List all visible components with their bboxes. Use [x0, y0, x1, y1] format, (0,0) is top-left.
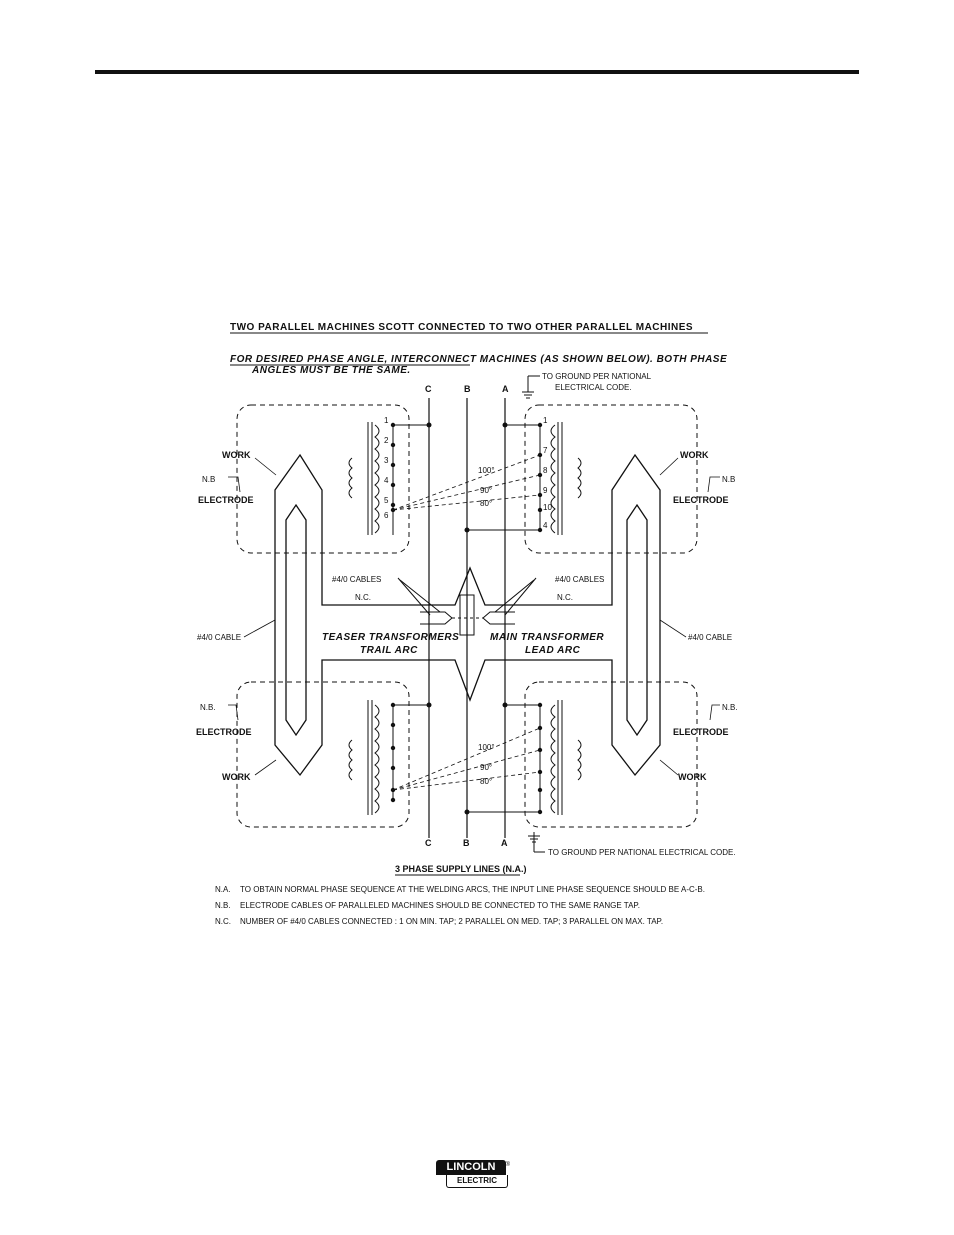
tap-dots-bottom-right	[465, 703, 543, 815]
nb-label-bottom-left: N.B.	[200, 703, 216, 712]
ground-symbol-top	[522, 376, 540, 398]
electrode-label-top-left: ELECTRODE	[198, 495, 254, 505]
work-label-top-left: WORK	[222, 450, 251, 460]
electrode-label-top-right: ELECTRODE	[673, 495, 729, 505]
phase-label-c-top: C	[425, 384, 432, 394]
instruction-line-1: FOR DESIRED PHASE ANGLE, INTERCONNECT MACHINES (AS SHOWN BELOW). BOTH PHASE	[230, 354, 728, 365]
work-label-bottom-left: WORK	[222, 772, 251, 782]
nb-label-bottom-right: N.B.	[722, 703, 738, 712]
note-na-label: N.A.	[215, 885, 231, 894]
tap-number: 3	[384, 456, 389, 465]
tap-number: 5	[384, 496, 389, 505]
note-nb-text: ELECTRODE CABLES OF PARALLELED MACHINES SHOULD BE CONNECTED TO THE SAME RANGE TAP.	[240, 901, 640, 910]
tap-number: 6	[384, 511, 389, 520]
teaser-label-2: TRAIL ARC	[360, 645, 418, 656]
ground-note-bottom: TO GROUND PER NATIONAL ELECTRICAL CODE.	[548, 848, 736, 857]
tap-number: 1	[384, 416, 389, 425]
angle-100-bottom: 100°	[478, 743, 495, 752]
angle-100-top: 100°	[478, 466, 495, 475]
note-nb-label: N.B.	[215, 901, 231, 910]
tap-number: 2	[384, 436, 389, 445]
electrode-label-bottom-right: ELECTRODE	[673, 727, 729, 737]
tap-dots-bottom-left	[391, 703, 432, 803]
tap-dots-top-left	[391, 423, 432, 513]
note-nc-text: NUMBER OF #4/0 CABLES CONNECTED : 1 ON MIN. TAP; 2 PARALLEL ON MED. TAP; 3 PARALLEL ON MAX. TAP.	[240, 917, 664, 926]
main-label-2: LEAD ARC	[525, 645, 581, 656]
logo-bottom: ELECTRIC	[446, 1175, 508, 1188]
ground-symbol-bottom	[528, 832, 545, 852]
instruction-line-2: ANGLES MUST BE THE SAME.	[252, 365, 411, 376]
electrode-label-bottom-left: ELECTRODE	[196, 727, 252, 737]
nc-label-right: N.C.	[557, 593, 573, 602]
transformer-coil-bottom-left	[349, 700, 429, 815]
cable-label-left: #4/0 CABLE	[197, 633, 242, 642]
phase-label-a-top: A	[502, 384, 509, 394]
nb-label-top-left: N.B	[202, 475, 216, 484]
nc-label-left: N.C.	[355, 593, 371, 602]
ground-note-top-2: ELECTRICAL CODE.	[555, 383, 632, 392]
phase-label-a-bottom: A	[501, 838, 508, 848]
angle-80-bottom: 80°	[480, 777, 493, 786]
note-na-text: TO OBTAIN NORMAL PHASE SEQUENCE AT THE WELDING ARCS, THE INPUT LINE PHASE SEQUENCE SHOULD BE A-C-B.	[240, 885, 705, 894]
tap-number: 10	[543, 503, 552, 512]
supply-lines-label: 3 PHASE SUPPLY LINES (N.A.)	[395, 864, 527, 874]
logo-top: LINCOLN	[436, 1160, 506, 1175]
tap-number: 4	[543, 521, 548, 530]
tap-number: 8	[543, 466, 548, 475]
angle-90-bottom: 90°	[480, 763, 493, 772]
cables-label-left: #4/0 CABLES	[332, 575, 382, 584]
work-label-top-right: WORK	[680, 450, 709, 460]
tap-number: 1	[543, 416, 548, 425]
transformer-coil-top-left	[349, 422, 429, 535]
angle-80-top: 80°	[480, 499, 493, 508]
main-label-1: MAIN TRANSFORMER	[490, 632, 605, 643]
tap-number: 9	[543, 486, 548, 495]
lincoln-electric-logo	[436, 1160, 510, 1188]
teaser-label-1: TEASER TRANSFORMERS	[322, 632, 460, 643]
nb-label-top-right: N.B	[722, 475, 736, 484]
note-nc-label: N.C.	[215, 917, 231, 926]
phase-label-b-bottom: B	[463, 838, 470, 848]
ground-note-top-1: TO GROUND PER NATIONAL	[542, 372, 652, 381]
phase-label-b-top: B	[464, 384, 471, 394]
logo-registered-mark: ®	[505, 1162, 510, 1168]
cables-label-right: #4/0 CABLES	[555, 575, 605, 584]
angle-90-top: 90°	[480, 486, 493, 495]
tap-number: 7	[543, 446, 548, 455]
work-label-bottom-right: WORK	[678, 772, 707, 782]
transformer-coil-bottom-right	[467, 700, 581, 815]
diagram-title: TWO PARALLEL MACHINES SCOTT CONNECTED TO TWO OTHER PARALLEL MACHINES	[230, 322, 694, 333]
tap-number: 4	[384, 476, 389, 485]
cable-label-right: #4/0 CABLE	[688, 633, 733, 642]
phase-label-c-bottom: C	[425, 838, 432, 848]
